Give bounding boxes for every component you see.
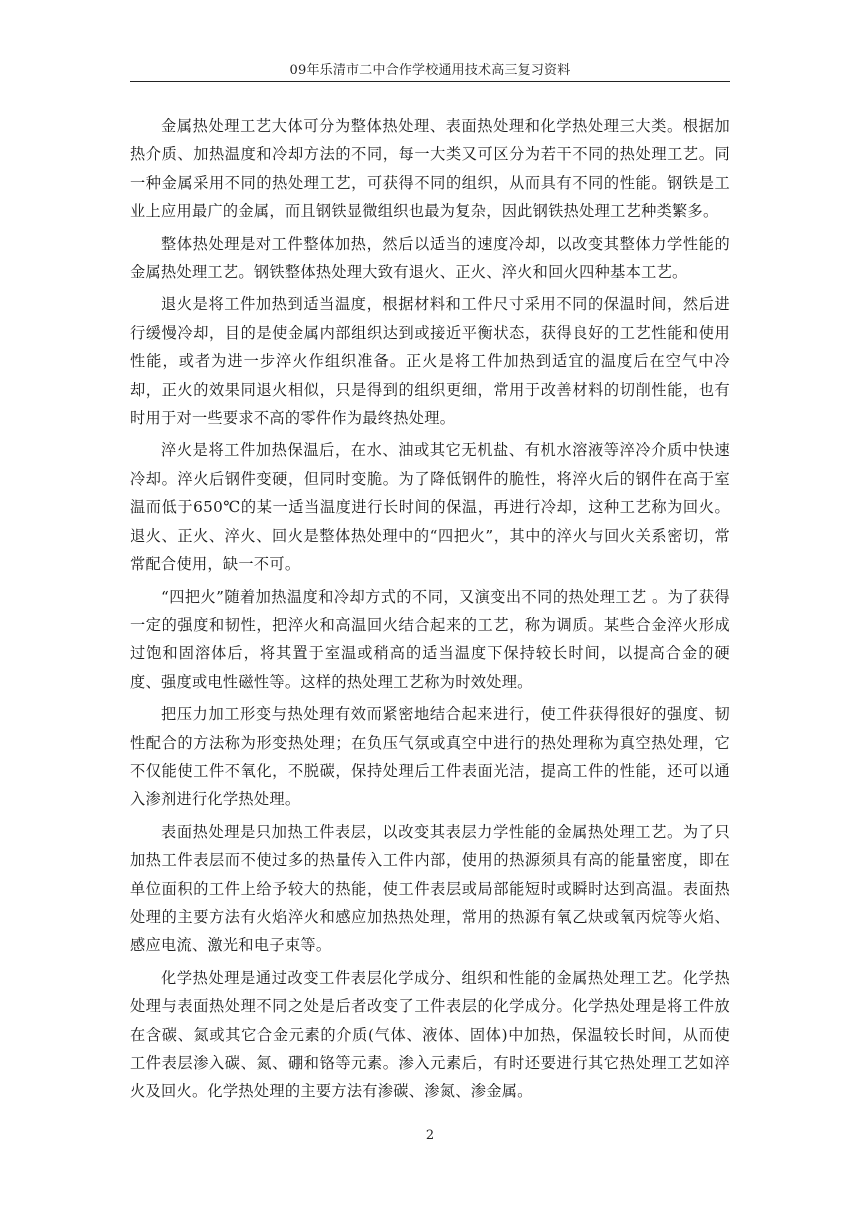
document-body: [130, 112, 730, 1110]
paragraph-annealing-normalizing: 退火是将工件加热到适当温度，根据材料和工件尺寸采用不同的保温时间，然后进行缓慢冷却，目的是使金属内部组织达到或接近平衡状态，获得良好的工艺性能和使用性能，或者为进一步淬火作组织准备。正火是将工件加热到适宜的温度后在空气中冷却，正火的效果同退火相似，只是得到的组织更细，常用于改善材料的切削性能，也有时用于对一些要求不高的零件作为最终热处理。: [130, 295, 730, 428]
header-divider: [130, 81, 730, 82]
paragraph-chemical-heat-treatment: 化学热处理是通过改变工件表层化学成分、组织和性能的金属热处理工艺。化学热处理与表面热处理不同之处是后者改变了工件表层的化学成分。化学热处理是将工件放在含碳、氮或其它合金元素的介质(气体、液体、固体)中加热，保温较长时间，从而使工件表层渗入碳、氮、硼和铬等元素。渗入元素后，有时还要进行其它热处理工艺如淬火及回火。化学热处理的主要方法有渗碳、渗氮、渗金属。: [130, 968, 730, 1101]
page-header: 09年乐清市二中合作学校通用技术高三复习资料: [289, 63, 571, 78]
paragraph-derived-processes: “四把火”随着加热温度和冷却方式的不同，又演变出不同的热处理工艺 。为了获得一定的强度和韧性，把淬火和高温回火结合起来的工艺，称为调质。某些合金淬火形成过饱和固溶体后，将其置于室温或稍高的适当温度下保持较长时间，以提高合金的硬度、强度或电性磁性等。这样的热处理工艺称为时效处理。: [130, 587, 730, 691]
paragraph-quenching-tempering: 淬火是将工件加热保温后，在水、油或其它无机盐、有机水溶液等淬冷介质中快速冷却。淬火后钢件变硬，但同时变脆。为了降低钢件的脆性，将淬火后的钢件在高于室温而低于650℃的某一适当温度进行长时间的保温，再进行冷却，这种工艺称为回火。退火、正火、淬火、回火是整体热处理中的“四把火”，其中的淬火与回火关系密切，常常配合使用，缺一不可。: [130, 441, 730, 574]
paragraph-thermomechanical-vacuum: 把压力加工形变与热处理有效而紧密地结合起来进行，使工件获得很好的强度、韧性配合的方法称为形变热处理；在负压气氛或真空中进行的热处理称为真空热处理，它不仅能使工件不氧化，不脱碳，保持处理后工件表面光洁，提高工件的性能，还可以通入渗剂进行化学热处理。: [130, 705, 730, 809]
paragraph-heat-treatment-overview: 金属热处理工艺大体可分为整体热处理、表面热处理和化学热处理三大类。根据加热介质、加热温度和冷却方法的不同，每一大类又可区分为若干不同的热处理工艺。同一种金属采用不同的热处理工艺，可获得不同的组织，从而具有不同的性能。钢铁是工业上应用最广的金属，而且钢铁显微组织也最为复杂，因此钢铁热处理工艺种类繁多。: [130, 117, 730, 221]
paragraph-integral-heat-treatment: 整体热处理是对工件整体加热，然后以适当的速度冷却，以改变其整体力学性能的金属热处理工艺。钢铁整体热处理大致有退火、正火、淬火和回火四种基本工艺。: [130, 234, 730, 282]
page-number: 2: [425, 1128, 435, 1143]
paragraph-surface-heat-treatment: 表面热处理是只加热工件表层，以改变其表层力学性能的金属热处理工艺。为了只加热工件表层而不使过多的热量传入工件内部，使用的热源须具有高的能量密度，即在单位面积的工件上给予较大的热能，使工件表层或局部能短时或瞬时达到高温。表面热处理的主要方法有火焰淬火和感应加热热处理，常用的热源有氧乙炔或氧丙烷等火焰、感应电流、激光和电子束等。: [130, 822, 730, 955]
